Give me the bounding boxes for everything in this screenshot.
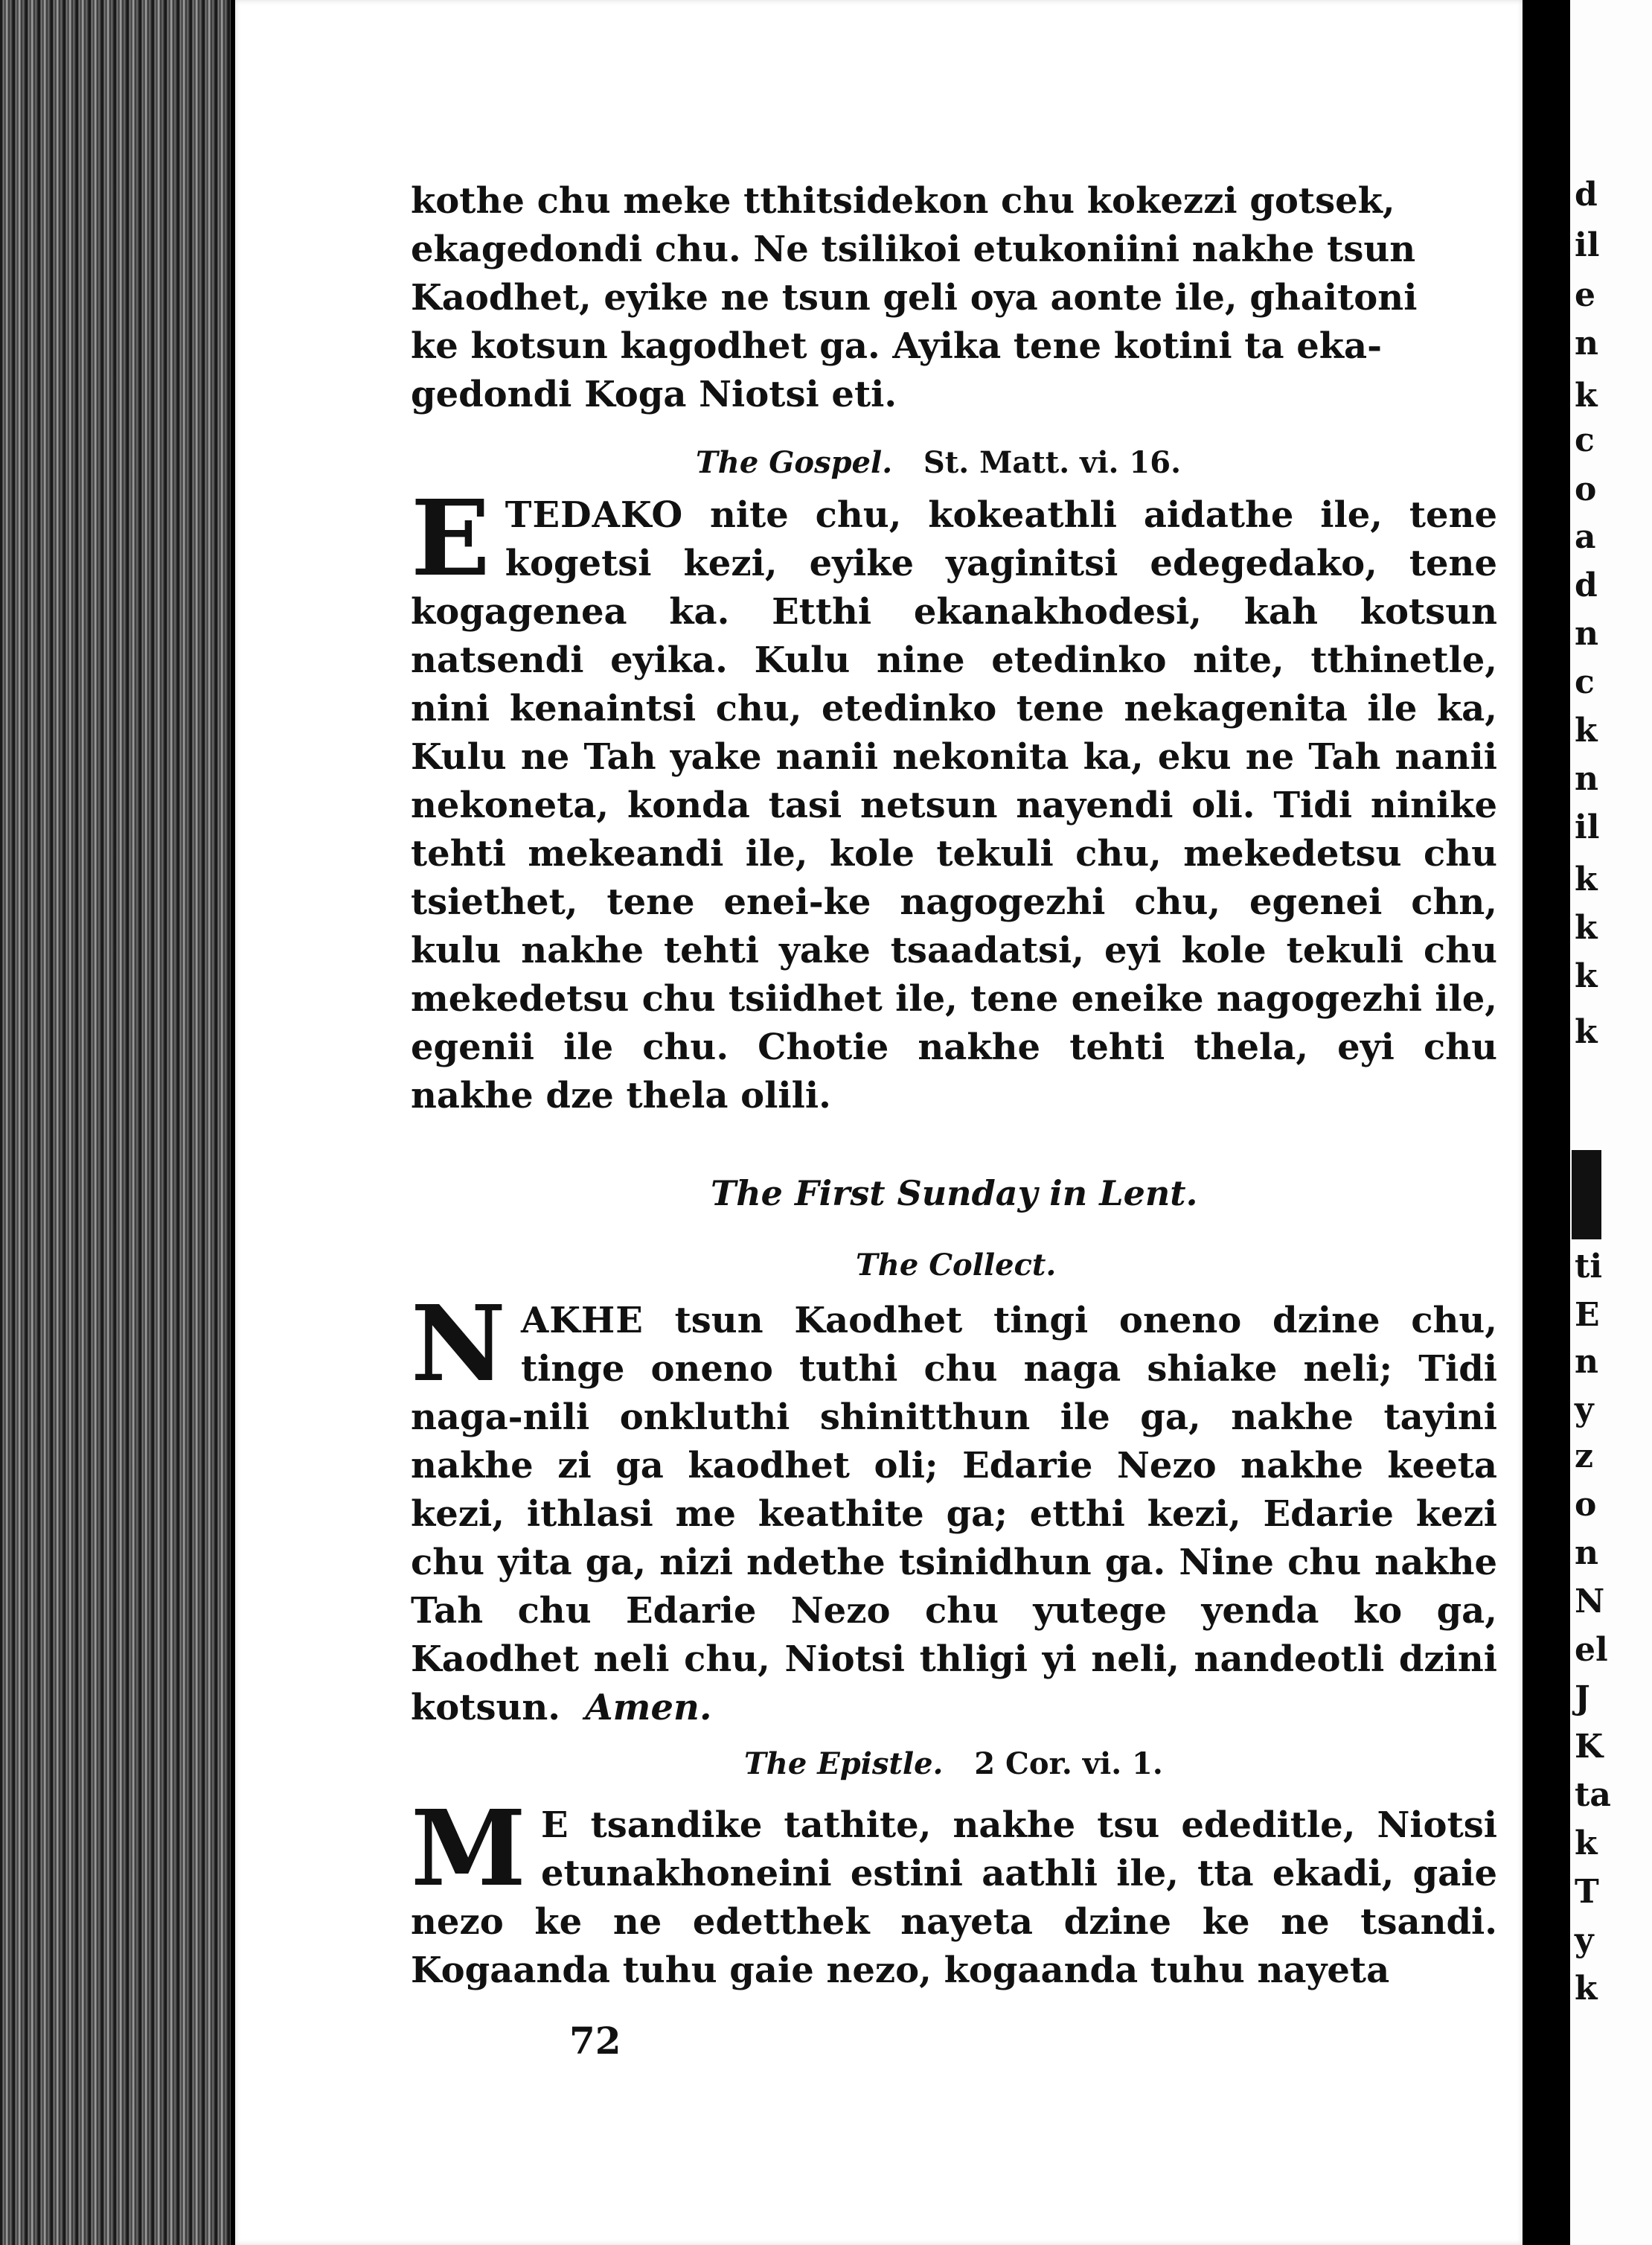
- next-page-fragment: o: [1575, 1486, 1597, 1524]
- next-page-fragment: el: [1575, 1631, 1608, 1669]
- next-page-fragment: k: [1575, 860, 1598, 898]
- next-page-fragment: n: [1575, 615, 1598, 653]
- next-page-fragment: k: [1575, 1824, 1598, 1862]
- book-page-edges: [0, 0, 231, 2245]
- collect-paragraph: [411, 1283, 1497, 1732]
- intro-line: Kaodhet, eyike ne tsun geli oya aonte ile, ghaitoni: [411, 277, 1418, 319]
- epistle-text: tsandike tathite, nakhe tsu ededitle, Niotsi etunakhoneini estini aathli ile, tta ekadi, gaie nezo ke ne edetthek nayeta dzine ke ne tsandi. Kogaanda tuhu gaie nezo, kogaanda tuhu nayeta: [411, 1804, 1497, 1991]
- next-page-fragment: a: [1575, 518, 1596, 556]
- next-page-fragment: T: [1575, 1873, 1599, 1911]
- sunday-title: The First Sunday in Lent.: [711, 1173, 1198, 1213]
- intro-line: gedondi Koga Niotsi eti.: [411, 374, 897, 415]
- next-page-fragment: k: [1575, 1970, 1598, 2008]
- gospel-heading: [696, 445, 1181, 480]
- epistle-dropcap: M: [411, 1788, 526, 1910]
- next-page-fragment: ta: [1575, 1776, 1611, 1814]
- next-page-edge: [1570, 0, 1652, 2245]
- next-page-fragment: o: [1575, 470, 1597, 508]
- next-page-fragment: z: [1575, 1437, 1593, 1475]
- next-page-fragment: k: [1575, 909, 1598, 947]
- epistle-first-word: E: [540, 1804, 569, 1846]
- intro-line: ke kotsun kagodhet ga. Ayika tene kotini ta eka-: [411, 325, 1383, 367]
- next-page-fragment: d: [1575, 566, 1598, 604]
- next-page-fragment: y: [1575, 1390, 1594, 1428]
- next-page-fragment: K: [1575, 1728, 1604, 1766]
- page-number: 72: [569, 2019, 621, 2063]
- next-page-fragment: n: [1575, 760, 1598, 798]
- next-page-fragment: c: [1575, 421, 1595, 459]
- collect-heading: The Collect.: [856, 1248, 1057, 1283]
- gospel-label: The Gospel.: [696, 445, 893, 480]
- next-page-fragment: n: [1575, 325, 1598, 363]
- epistle-heading: [744, 1746, 1163, 1781]
- next-page-fragment: E: [1575, 1296, 1600, 1334]
- epistle-label: The Epistle.: [744, 1746, 944, 1781]
- epistle-reference: 2 Cor. vi. 1.: [974, 1746, 1163, 1781]
- next-page-fragment: k: [1575, 712, 1598, 750]
- intro-line: ekagedondi chu. Ne tsilikoi etukoniini nakhe tsun: [411, 229, 1416, 270]
- epistle-paragraph: [411, 1788, 1497, 1995]
- gospel-first-word: TEDAKO: [505, 494, 684, 536]
- next-page-fragment: n: [1575, 1534, 1598, 1572]
- collect-text: tsun Kaodhet tingi oneno dzine chu, tinge oneno tuthi chu naga shiake neli; Tidi naga-nili onkluthi shinitthun ile ga, nakhe tayini nakhe zi ga kaodhet oli; Edarie Nezo nakhe keeta kezi, ithlasi me keathite ga; etthi kezi, Edarie kezi chu yita ga, nizi ndethe tsinidhun ga. Nine chu nakhe Tah chu Edarie Nezo chu yutege yenda ko ga, Kaodhet neli chu, Niotsi thligi yi neli, nandeotli dzini kotsun.: [411, 1300, 1497, 1728]
- next-page-fragment: n: [1575, 1343, 1598, 1381]
- next-page-fragment: il: [1575, 226, 1600, 264]
- gutter-right: [1523, 0, 1570, 2245]
- next-page-fragment: il: [1575, 808, 1600, 846]
- next-page-fragment: J: [1575, 1679, 1590, 1717]
- collect-dropcap: N: [411, 1283, 506, 1405]
- next-page-fragment: d: [1575, 176, 1598, 214]
- intro-line: kothe chu meke tthitsidekon chu kokezzi gotsek,: [411, 180, 1395, 222]
- next-page-fragment: k: [1575, 1013, 1598, 1051]
- amen: Amen.: [585, 1687, 712, 1728]
- next-page-fragment: c: [1575, 663, 1595, 701]
- next-page-fragment: k: [1575, 957, 1598, 995]
- next-page-fragment: e: [1575, 276, 1595, 314]
- gospel-reference: St. Matt. vi. 16.: [923, 445, 1181, 480]
- gospel-paragraph: [411, 478, 1497, 1120]
- next-page-dropcap-fragment: [1572, 1150, 1601, 1239]
- next-page-fragment: k: [1575, 377, 1598, 415]
- next-page-fragment: ti: [1575, 1248, 1603, 1286]
- collect-first-word: AKHE: [520, 1300, 644, 1341]
- next-page-fragment: y: [1575, 1921, 1594, 1959]
- intro-paragraph: [411, 177, 1497, 419]
- gospel-dropcap: E: [411, 478, 490, 600]
- next-page-fragment: N: [1575, 1583, 1605, 1620]
- gospel-text: nite chu, kokeathli aidathe ile, tene kogetsi kezi, eyike yaginitsi edegedako, tene kogagenea ka. Etthi ekanakhodesi, kah kotsun natsendi eyika. Kulu nine etedinko nite, tthinetle, nini kenaintsi chu, etedinko tene nekagenita ile ka, Kulu ne Tah yake nanii nekonita ka, eku ne Tah nanii nekoneta, konda tasi netsun nayendi oli. Tidi ninike tehti mekeandi ile, kole tekuli chu, mekedetsu chu tsiethet, tene enei-ke nagogezhi chu, egenei chn, kulu nakhe tehti yake tsaadatsi, eyi kole tekuli chu mekedetsu chu tsiidhet ile, tene eneike nagogezhi ile, egenii ile chu. Chotie nakhe tehti thela, eyi chu nakhe dze thela olili.: [411, 494, 1497, 1117]
